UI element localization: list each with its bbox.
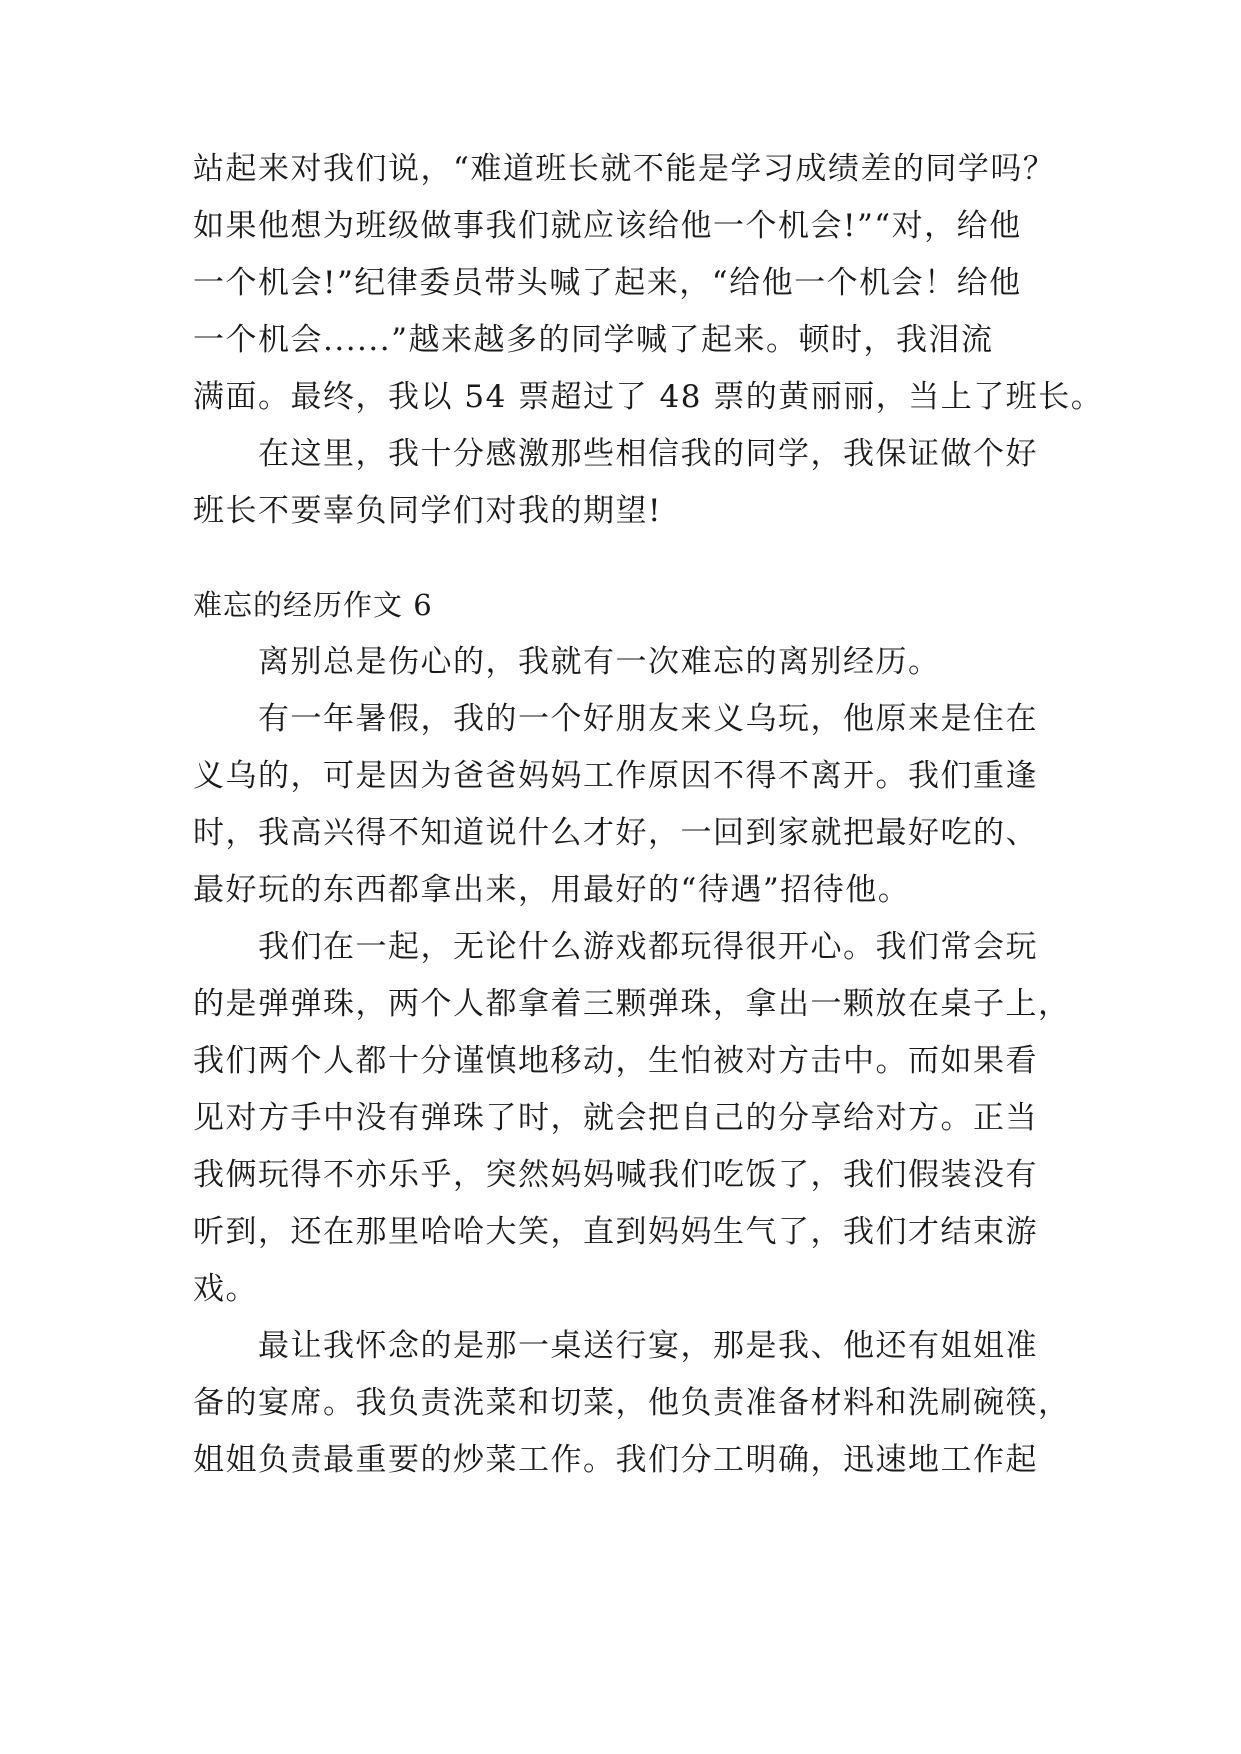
paragraph-line: 的是弹弹珠，两个人都拿着三颗弹珠，拿出一颗放在桌子上，: [193, 986, 1071, 1022]
paragraph-line: 最让我怀念的是那一桌送行宴，那是我、他还有姐姐准: [258, 1328, 1038, 1364]
paragraph-line: 满面。最终，我以 54 票超过了 48 票的黄丽丽，当上了班长。: [193, 379, 1104, 415]
paragraph-line: 义乌的，可是因为爸爸妈妈工作原因不得不离开。我们重逢: [193, 758, 1038, 794]
paragraph-line: 备的宴席。我负责洗菜和切菜，他负责准备材料和洗刷碗筷，: [193, 1385, 1071, 1421]
paragraph-line: 离别总是伤心的，我就有一次难忘的离别经历。: [258, 644, 941, 680]
paragraph-line: 听到，还在那里哈哈大笑，直到妈妈生气了，我们才结束游: [193, 1214, 1038, 1250]
paragraph-line: 一个机会......”越来越多的同学喊了起来。顿时，我泪流: [193, 322, 994, 358]
paragraph-line: 最好玩的东西都拿出来，用最好的“待遇”招待他。: [193, 872, 911, 908]
paragraph-line: 我俩玩得不亦乐乎，突然妈妈喊我们吃饭了，我们假装没有: [193, 1157, 1038, 1193]
paragraph-line: 站起来对我们说，“难道班长就不能是学习成绩差的同学吗？: [193, 151, 1056, 187]
paragraph-line: 姐姐负责最重要的炒菜工作。我们分工明确，迅速地工作起: [193, 1442, 1038, 1478]
paragraph-line: 在这里，我十分感激那些相信我的同学，我保证做个好: [258, 436, 1038, 472]
paragraph-line: 我们在一起，无论什么游戏都玩得很开心。我们常会玩: [258, 929, 1038, 965]
paragraph-line: 我们两个人都十分谨慎地移动，生怕被对方击中。而如果看: [193, 1043, 1038, 1079]
paragraph-line: 戏。: [193, 1271, 258, 1307]
paragraph-line: 时，我高兴得不知道说什么才好，一回到家就把最好吃的、: [193, 815, 1038, 851]
paragraph-line: 如果他想为班级做事我们就应该给他一个机会!”“对，给他: [193, 208, 1022, 244]
paragraph-line: 见对方手中没有弹珠了时，就会把自己的分享给对方。正当: [193, 1100, 1038, 1136]
paragraph-line: 有一年暑假，我的一个好朋友来义乌玩，他原来是住在: [258, 701, 1038, 737]
paragraph-line: 班长不要辜负同学们对我的期望!: [193, 493, 662, 529]
paragraph-line: 一个机会!”纪律委员带头喊了起来，“给他一个机会！给他: [193, 265, 1022, 301]
section-heading: 难忘的经历作文 6: [193, 588, 433, 622]
